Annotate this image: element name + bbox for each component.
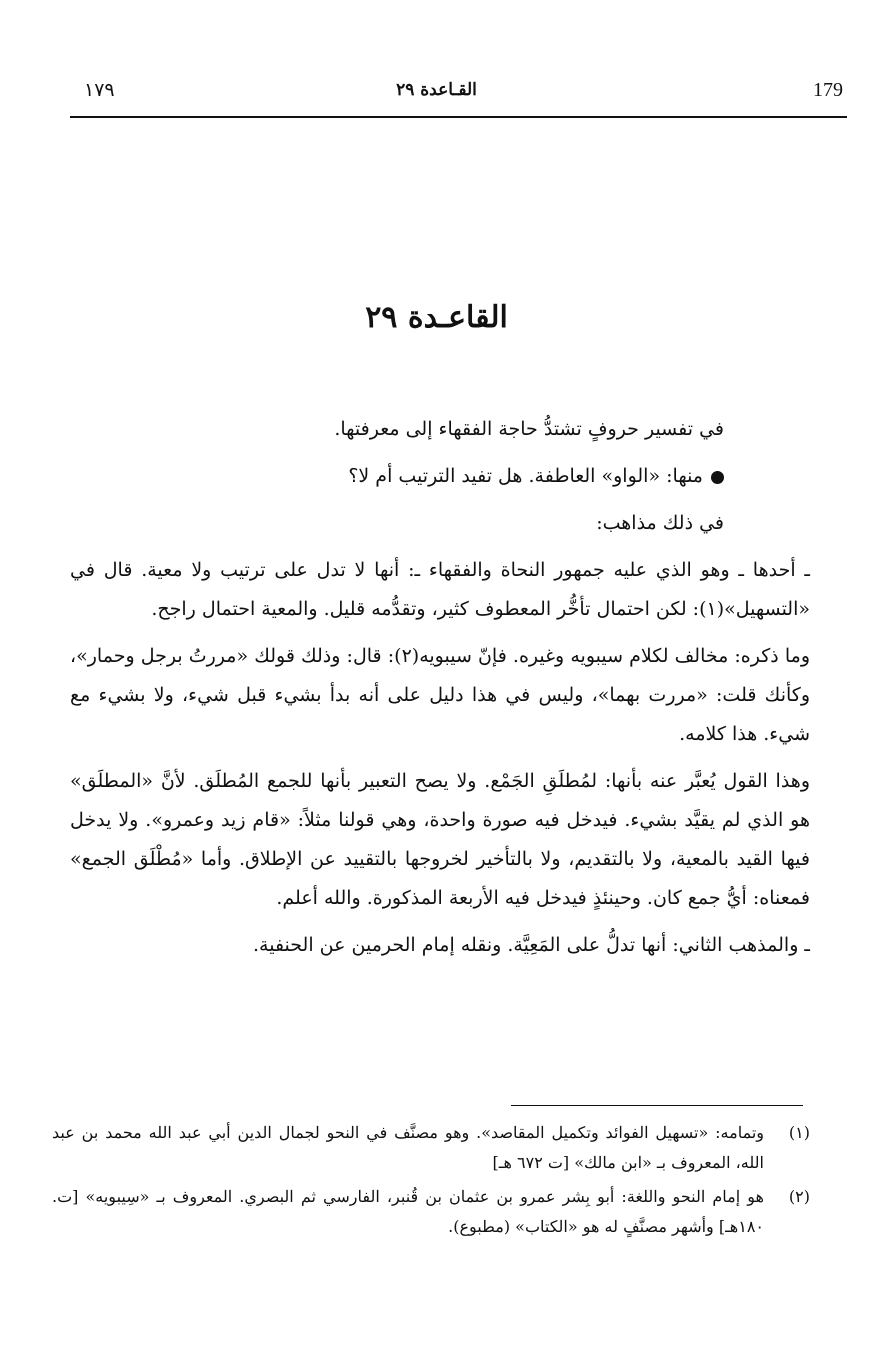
footnote-text: هو إمام النحو واللغة: أبو بِشر عمرو بن عثمان بن قُنبر، الفارسي ثم البصري. المعروف بـ «سِيبويه» [ت. ١٨٠هـ] وأشهر مصنَّفٍ له هو «الكتاب» (مطبوع).: [52, 1187, 764, 1236]
page-number-arabic: ١٧٩: [84, 79, 115, 101]
running-title: القـاعدة ٢٩: [396, 80, 477, 100]
footnote-rule: [511, 1105, 803, 1106]
paragraph-waw-text: منها: «الواو» العاطفة. هل تفيد الترتيب أم لا؟: [348, 465, 703, 487]
footnotes: [52, 1118, 810, 1246]
bullet-icon: [711, 471, 724, 484]
main-text: [70, 410, 810, 973]
paragraph-first-opinion: ـ أحدها ـ وهو الذي عليه جمهور النحاة والفقهاء ـ: أنها لا تدل على ترتيب ولا معية. قال في «التسهيل»(١): لكن احتمال تأخُّر المعطوف كثير، وتقدُّمه قليل. والمعية احتمال راجح.: [70, 559, 810, 620]
header-rule: [70, 116, 847, 118]
footnote-number: (٢): [788, 1187, 810, 1206]
footnote-number: (١): [788, 1123, 810, 1142]
paragraph-madhahib: في ذلك مذاهب:: [596, 512, 724, 534]
paragraph-waw: [70, 457, 810, 496]
paragraph-intro: في تفسير حروفٍ تشتدُّ حاجة الفقهاء إلى معرفتها.: [334, 418, 724, 440]
chapter-title: القاعـدة ٢٩: [365, 300, 508, 335]
footnote-text: وتمامه: «تسهيل الفوائد وتكميل المقاصد». وهو مصنَّف في النحو لجمال الدين أبي عبد الله محمد بن عبد الله، المعروف بـ «ابن مالك» [ت ٦٧٢ هـ]: [52, 1123, 764, 1172]
page-number-latin: 179: [813, 79, 843, 101]
paragraph-second-opinion: ـ والمذهب الثاني: أنها تدلُّ على المَعِيَّة. ونقله إمام الحرمين عن الحنفية.: [252, 934, 810, 956]
paragraph-sibawayh: وما ذكره: مخالف لكلام سيبويه وغيره. فإنّ سيبويه(٢): قال: وذلك قولك «مررتُ برجل وحمار»، وكأنك قلت: «مررت بهما»، وليس في هذا دليل على أنه بدأ بشيء قبل شيء، ولا بشيء مع شيء. هذا كلامه.: [70, 645, 810, 745]
footnote-1: [52, 1118, 810, 1178]
paragraph-mutlaq: وهذا القول يُعبَّر عنه بأنها: لمُطلَقِ الجَمْع. ولا يصح التعبير بأنها للجمع المُطلَق. لأنَّ «المطلَق» هو الذي لم يقيَّد بشيء. فيدخل فيه صورة واحدة، وهي قولنا مثلاً: «قام زيد وعمرو». ولا يدخل فيها القيد بالمعية، ولا بالتقديم، ولا بالتأخير لخروجها بالتقييد عن الإطلاق. وأما «مُطْلَق الجمع» فمعناه: أيُّ جمع كان. وحينئذٍ فيدخل فيه الأربعة المذكورة. والله أعلم.: [70, 770, 810, 909]
footnote-2: [52, 1182, 810, 1242]
